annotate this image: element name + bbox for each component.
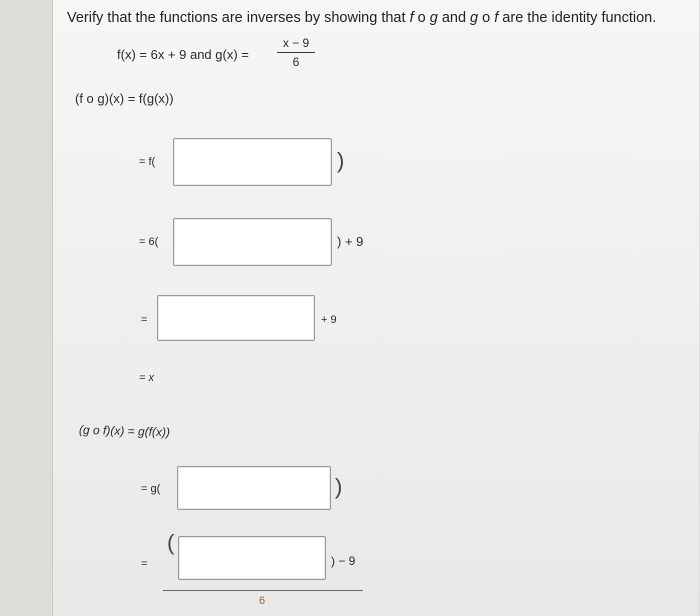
fog-step2-suffix: ) + 9 <box>337 234 364 249</box>
fog-step1-answer-box[interactable] <box>173 138 332 186</box>
fog-step3-prefix: = <box>141 314 148 326</box>
gof-step2-answer-box[interactable] <box>178 536 326 580</box>
gof-step1-answer-box[interactable] <box>177 466 331 510</box>
fog-step3-suffix: + 9 <box>321 314 337 326</box>
instruction-text: Verify that the functions are inverses by showing that f o g and g o f are the identity function. <box>67 10 657 26</box>
gof-step2-prefix: = <box>141 558 148 570</box>
gof-header: (g o f)(x) = g(f(x)) <box>78 422 171 440</box>
fog-header: (f o g)(x) = f(g(x)) <box>75 91 174 106</box>
fog-step2-prefix: = 6( <box>139 236 159 248</box>
g-fraction <box>277 36 315 69</box>
fog-result: = x <box>139 372 154 384</box>
fog-step1-suffix: ) <box>337 148 345 173</box>
gof-step1-prefix: = g( <box>141 483 161 495</box>
fog-step3-answer-box[interactable] <box>157 295 315 341</box>
gof-step2-denominator: 6 <box>259 595 266 607</box>
gof-step1-suffix: ) <box>335 474 343 499</box>
gof-fraction-bar <box>163 590 363 591</box>
gof-step2-open-paren: ( <box>167 530 175 555</box>
fog-step2-answer-box[interactable] <box>173 218 332 266</box>
worksheet <box>52 0 699 616</box>
fraction-bar <box>277 52 315 53</box>
gof-step2-suffix: ) − 9 <box>331 554 356 568</box>
fog-step1-prefix: = f( <box>139 156 156 168</box>
g-denominator: 6 <box>292 55 300 69</box>
g-numerator: x − 9 <box>282 36 310 50</box>
function-definitions: f(x) = 6x + 9 and g(x) = <box>117 47 249 62</box>
